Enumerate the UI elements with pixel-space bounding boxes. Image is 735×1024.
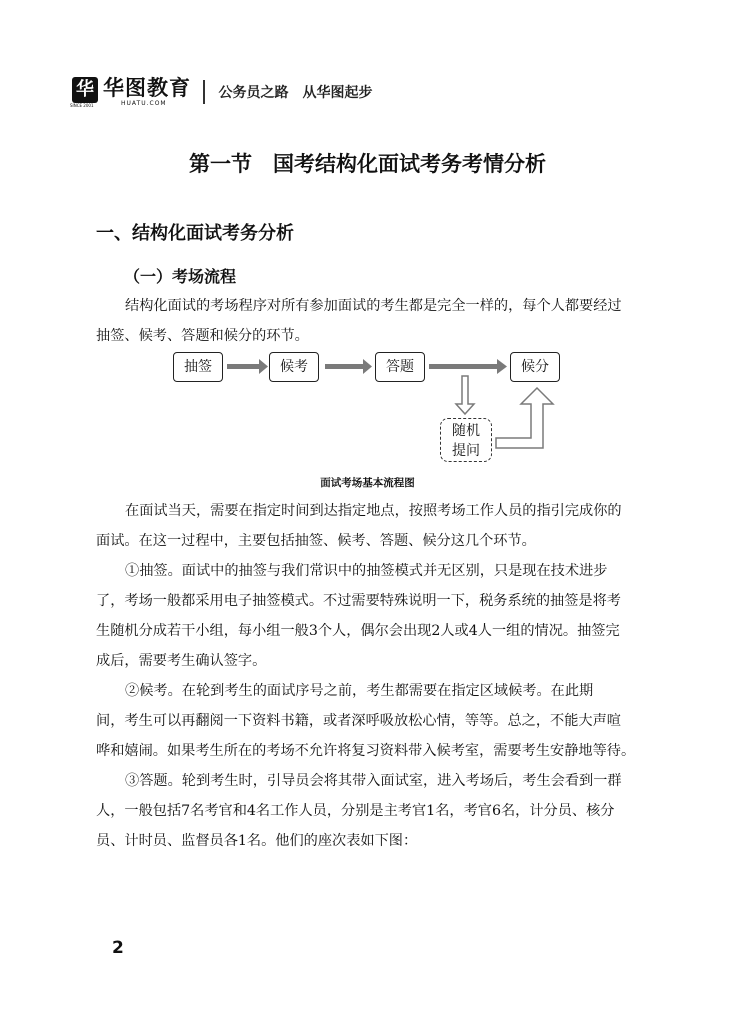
flow-step-draw-lots: 抽签 (173, 352, 223, 382)
header-tagline: 公务员之路 从华图起步 (218, 85, 373, 101)
paragraph-line: 员、计时员、监督员各1名。他们的座次表如下图： (96, 833, 418, 849)
page-header (72, 72, 373, 112)
paragraph-line: 在面试当天，需要在指定时间到达指定地点，按照考场工作人员的指引完成你的 (125, 503, 622, 519)
paragraph-line: ②候考。在轮到考生的面试序号之前，考生都需要在指定区域候考。在此期 (125, 683, 594, 699)
flow-step-wait-score: 候分 (510, 352, 560, 382)
huatu-logo-icon (72, 77, 98, 107)
paragraph-line: 成后，需要考生确认签字。 (96, 653, 267, 669)
logo-text (103, 75, 191, 107)
up-hollow-arrow (496, 388, 553, 448)
intro-line: 抽签、候考、答题和候分的环节。 (96, 328, 309, 344)
intro-line: 结构化面试的考场程序对所有参加面试的考生都是完全一样的，每个人都要经过 (125, 298, 622, 314)
paragraph-line: 哗和嬉闹。如果考生所在的考场不允许将复习资料带入候考室，需要考生安静地等待。 (96, 743, 636, 759)
intro-paragraph (96, 291, 639, 351)
paragraph-line: 人，一般包括7名考官和4名工作人员，分别是主考官1名，考官6名，计分员、核分 (96, 803, 615, 819)
logo-name: 华图教育 (103, 75, 191, 100)
paragraph-draw-lots (96, 556, 639, 676)
logo-since: SINCE 2001 (70, 103, 94, 108)
section-title: 一、结构化面试考务分析 (96, 223, 294, 244)
logo-domain: HUATU.COM (121, 99, 167, 107)
flow-arrow (227, 359, 268, 374)
subsection-title: （一）考场流程 (124, 267, 237, 286)
flow-caption: 面试考场基本流程图 (320, 477, 415, 489)
paragraph-answering (96, 766, 639, 856)
flow-step-answer: 答题 (375, 352, 425, 382)
page-number: 2 (112, 938, 124, 958)
flow-arrow (429, 359, 507, 374)
flow-step-wait: 候考 (269, 352, 319, 382)
logo-mark-glyph: 华 (72, 77, 98, 103)
paragraph-line: ③答题。轮到考生时，引导员会将其带入面试室，进入考场后，考生会看到一群 (125, 773, 622, 789)
down-hollow-arrow (456, 376, 474, 414)
flow-arrow (325, 359, 372, 374)
paragraph-line: 面试。在这一过程中，主要包括抽签、候考、答题、候分这几个环节。 (96, 533, 536, 549)
header-divider (203, 80, 205, 104)
random-question-box: 随机 提问 (440, 418, 492, 462)
paragraph-line: 间，考生可以再翻阅一下资料书籍，或者深呼吸放松心情，等等。总之，不能大声喧 (96, 713, 621, 729)
paragraph-waiting (96, 676, 639, 766)
chapter-title: 第一节 国考结构化面试考务考情分析 (189, 152, 546, 176)
paragraph-line: ①抽签。面试中的抽签与我们常识中的抽签模式并无区别，只是现在技术进步 (125, 563, 608, 579)
paragraph-line: 生随机分成若干小组，每小组一般3个人，偶尔会出现2人或4人一组的情况。抽签完 (96, 623, 620, 639)
paragraph-line: 了，考场一般都采用电子抽签模式。不过需要特殊说明一下，税务系统的抽签是将考 (96, 593, 621, 609)
paragraph-overview (96, 496, 639, 556)
